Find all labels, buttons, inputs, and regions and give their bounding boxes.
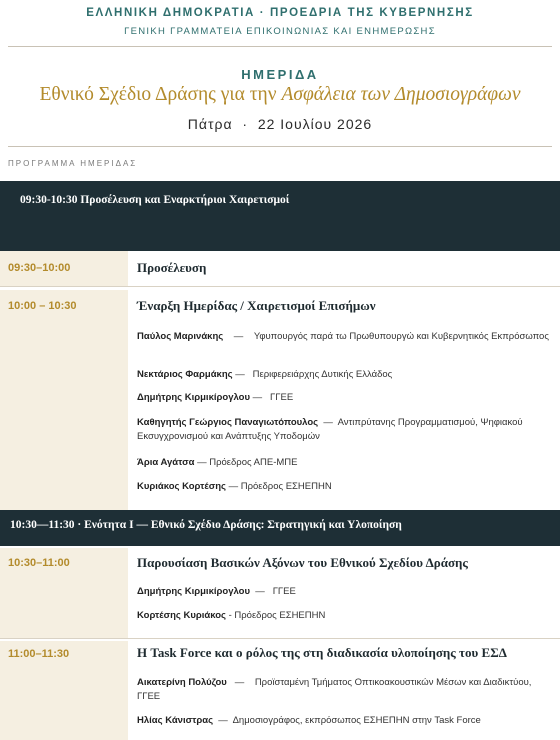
speaker-name: Παύλος Μαρινάκης — [137, 331, 224, 342]
row-title: Παρουσίαση Βασικών Αξόνων του Εθνικού Σχεδίου Δράσης — [137, 555, 468, 570]
event-date: 22 Ιουλίου 2026 — [257, 116, 373, 132]
row-time: 10:00 – 10:30 — [0, 290, 128, 510]
speaker-name: Κορτέσης Κυριάκος — [137, 610, 226, 621]
speaker-dash: — — [233, 331, 244, 342]
row-title: Η Task Force και ο ρόλος της στη διαδικασία υλοποίησης του ΕΣΔ — [137, 645, 507, 660]
row-divider — [0, 286, 560, 287]
speaker-role: Αντιπρύτανης Προγραμματισμού, Ψηφιακού Εκσυγχρονισμού και Ανάπτυξης Υποδομών — [137, 417, 523, 442]
speaker-role: Δημοσιογράφος, εκπρόσωπος ΕΣΗΕΠΗΝ στην Task Force — [232, 715, 481, 726]
speaker — [137, 676, 553, 703]
speaker-name: Ηλίας Κάνιστρας — [137, 715, 214, 726]
speaker-name: Αικατερίνη Πολύζου — [137, 677, 227, 688]
speaker — [137, 391, 553, 405]
speaker-dash: — — [197, 457, 207, 468]
speaker-role: Υφυπουργός παρά τω Πρωθυπουργώ και Κυβερνητικός Εκπρόσωπος — [253, 331, 549, 342]
event-title-italic: Ασφάλεια των Δημοσιογράφων — [281, 84, 521, 105]
row-time: 09:30–10:00 — [0, 251, 128, 286]
speaker — [137, 714, 553, 728]
speaker-dash: — — [255, 586, 265, 597]
speaker — [137, 416, 553, 443]
speaker — [137, 609, 553, 623]
speaker-name: Άρια Αγάτσα — [137, 457, 195, 468]
speaker-dash: — — [234, 677, 245, 688]
event-place: Πάτρα — [187, 116, 233, 132]
section-header-unit-1: 10:30—11:30 · Ενότητα Ι — Εθνικό Σχέδιο Δράσης: Στρατηγική και Υλοποίηση — [0, 510, 560, 546]
section-header-opening: 09:30-10:30 Προσέλευση και Εναρκτήριοι Χαιρετισμοί — [0, 181, 560, 251]
speaker-role: ΓΓΕΕ — [272, 586, 296, 597]
program-label: ΠΡΟΓΡΑΜΜΑ ΗΜΕΡΙΔΑΣ — [8, 159, 138, 168]
speaker — [137, 480, 553, 494]
speaker-dash: — — [252, 392, 263, 403]
speaker-dash: — — [235, 369, 245, 380]
speaker-name: Καθηγητής Γεώργιος Παναγιωτόπουλος — [137, 417, 319, 428]
row-title: Προσέλευση — [137, 260, 207, 275]
event-label: ΗΜΕΡΙΔΑ — [241, 67, 319, 82]
speaker-name: Κυριάκος Κορτέσης — [137, 481, 226, 492]
header-divider — [8, 46, 552, 47]
speaker-role: ΓΓΕΕ — [270, 392, 294, 403]
row-time: 10:30–11:00 — [0, 548, 128, 638]
event-separator: · — [242, 116, 249, 132]
speaker-role: Πρόεδρος ΑΠΕ-ΜΠΕ — [209, 457, 298, 468]
header-line-2: ΓΕΝΙΚΗ ΓΡΑΜΜΑΤΕΙΑ ΕΠΙΚΟΙΝΩΝΙΑΣ ΚΑΙ ΕΝΗΜΕΡΩΣΗΣ — [124, 26, 436, 37]
title-divider — [8, 146, 552, 147]
speaker-dash: - — [228, 610, 232, 621]
speaker-role: Πρόεδρος ΕΣΗΕΠΗΝ — [240, 481, 332, 492]
row-title: Έναρξη Ημερίδας / Χαιρετισμοί Επισήμων — [137, 298, 376, 313]
speaker — [137, 330, 553, 344]
speaker-name: Δημήτρης Κιρμικίρογλου — [137, 586, 250, 597]
speaker-dash: — — [323, 417, 333, 428]
speaker-dash: — — [218, 715, 228, 726]
event-title — [0, 84, 560, 106]
event-title-plain: Εθνικό Σχέδιο Δράσης για την — [39, 84, 282, 105]
speaker-dash: — — [228, 481, 239, 492]
header-line-1: ΕΛΛΗΝΙΚΗ ΔΗΜΟΚΡΑΤΙΑ · ΠΡΟΕΔΡΙΑ ΤΗΣ ΚΥΒΕΡΝΗΣΗΣ — [86, 7, 474, 19]
speaker — [137, 368, 553, 382]
speaker — [137, 585, 553, 599]
speaker-role: Προϊσταμένη Τμήματος Οπτικοακουστικών Μέσων και Διαδικτύου, ΓΓΕΕ — [137, 677, 532, 702]
speaker-role: Περιφερειάρχης Δυτικής Ελλάδος — [252, 369, 393, 380]
speaker-role: Πρόεδρος ΕΣΗΕΠΗΝ — [234, 610, 326, 621]
speaker-name: Δημήτρης Κιρμικίρογλου — [137, 392, 250, 403]
row-time: 11:00–11:30 — [0, 641, 128, 740]
speaker-name: Νεκτάριος Φαρμάκης — [137, 369, 233, 380]
row-divider — [0, 638, 560, 639]
event-place-date — [0, 116, 560, 132]
speaker — [137, 456, 553, 470]
